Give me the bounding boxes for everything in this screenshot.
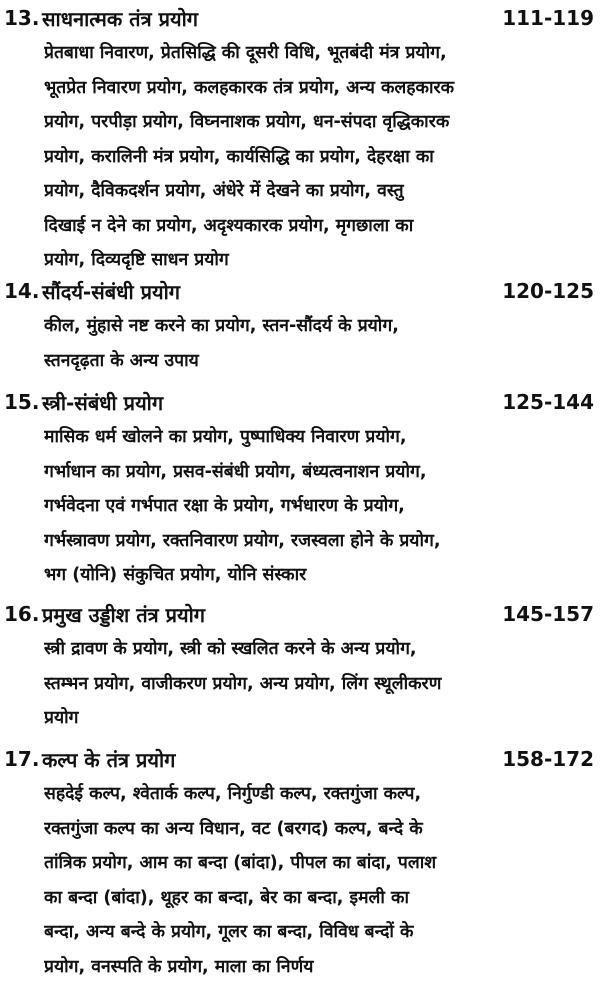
entry-number: 17. [4, 747, 39, 771]
description-line: प्रेतबाधा निवारण, प्रेतसिद्धि की दूसरी विधि, भूतबंदी मंत्र प्रयोग, [44, 36, 594, 71]
entry-heading [0, 743, 600, 777]
description-line: तांत्रिक प्रयोग, आम का बन्दा (बांदा), पीपल का बांदा, पलाश [44, 846, 594, 881]
toc-entry-17 [0, 743, 600, 984]
entry-title: कल्प के तंत्र प्रयोग [42, 746, 175, 773]
description-line: गर्भस्त्रावण प्रयोग, रक्तनिवारण प्रयोग, रजस्वला होने के प्रयोग, [44, 524, 594, 559]
description-line: प्रयोग, दिव्यदृष्टि साधन प्रयोग [44, 243, 594, 278]
entry-heading [0, 2, 600, 36]
entry-page-range: 125-144 [502, 390, 594, 414]
entry-number: 15. [4, 390, 39, 414]
description-line: प्रयोग, करालिनी मंत्र प्रयोग, कार्यसिद्धि का प्रयोग, देहरक्षा का [44, 140, 594, 175]
entry-page-range: 120-125 [502, 279, 594, 303]
entry-description [44, 420, 594, 593]
entry-heading [0, 598, 600, 632]
entry-description [44, 36, 594, 278]
entry-title: साधनात्मक तंत्र प्रयोग [42, 5, 198, 32]
description-line: स्त्री द्रावण के प्रयोग, स्त्री को स्खलित करने के अन्य प्रयोग, [44, 632, 594, 667]
toc-entry-16 [0, 598, 600, 736]
description-line: स्तम्भन प्रयोग, वाजीकरण प्रयोग, अन्य प्रयोग, लिंग स्थूलीकरण [44, 667, 594, 702]
entry-page-range: 158-172 [502, 747, 594, 771]
description-line: भग (योनि) संकुचित प्रयोग, योनि संस्कार [44, 558, 594, 593]
description-line: गर्भाधान का प्रयोग, प्रसव-संबंधी प्रयोग, बंध्यत्वनाशन प्रयोग, [44, 455, 594, 490]
description-line: मासिक धर्म खोलने का प्रयोग, पुष्पाधिक्य निवारण प्रयोग, [44, 420, 594, 455]
description-line: प्रयोग, वनस्पति के प्रयोग, माला का निर्णय [44, 950, 594, 984]
entry-heading [0, 275, 600, 309]
entry-heading [0, 386, 600, 420]
description-line: दिखाई न देने का प्रयोग, अदृश्यकारक प्रयोग, मृगछाला का [44, 209, 594, 244]
description-line: गर्भवेदना एवं गर्भपात रक्षा के प्रयोग, गर्भधारण के प्रयोग, [44, 489, 594, 524]
entry-title: स्त्री-संबंधी प्रयोग [42, 389, 163, 416]
entry-description [44, 777, 594, 984]
entry-number: 14. [4, 279, 39, 303]
entry-description [44, 309, 594, 378]
description-line: का बन्दा (बांदा), थूहर का बन्दा, बेर का बन्दा, इमली का [44, 881, 594, 916]
entry-number: 16. [4, 602, 39, 626]
toc-entry-15 [0, 386, 600, 593]
entry-title: प्रमुख उड्डीश तंत्र प्रयोग [42, 601, 205, 628]
entry-number: 13. [4, 6, 39, 30]
description-line: सहदेई कल्प, श्वेतार्क कल्प, निर्गुण्डी कल्प, रक्तगुंजा कल्प, [44, 777, 594, 812]
toc-entry-14 [0, 275, 600, 378]
description-line: कील, मुंहासे नष्ट करने का प्रयोग, स्तन-सौंदर्य के प्रयोग, [44, 309, 594, 344]
description-line: प्रयोग, परपीड़ा प्रयोग, विघ्ननाशक प्रयोग, धन-संपदा वृद्धिकारक [44, 105, 594, 140]
description-line: बन्दा, अन्य बन्दे के प्रयोग, गूलर का बन्दा, विविध बन्दों के [44, 915, 594, 950]
description-line: प्रयोग, दैविकदर्शन प्रयोग, अंधेरे में देखने का प्रयोग, वस्तु [44, 174, 594, 209]
description-line: रक्तगुंजा कल्प का अन्य विधान, वट (बरगद) कल्प, बन्दे के [44, 812, 594, 847]
description-line: प्रयोग [44, 701, 594, 736]
entry-page-range: 111-119 [502, 6, 594, 30]
entry-description [44, 632, 594, 736]
toc-entry-13 [0, 2, 600, 278]
description-line: भूतप्रेत निवारण प्रयोग, कलहकारक तंत्र प्रयोग, अन्य कलहकारक [44, 71, 594, 106]
entry-title: सौंदर्य-संबंधी प्रयोग [42, 278, 180, 305]
entry-page-range: 145-157 [502, 602, 594, 626]
description-line: स्तनदृढ़ता के अन्य उपाय [44, 344, 594, 379]
